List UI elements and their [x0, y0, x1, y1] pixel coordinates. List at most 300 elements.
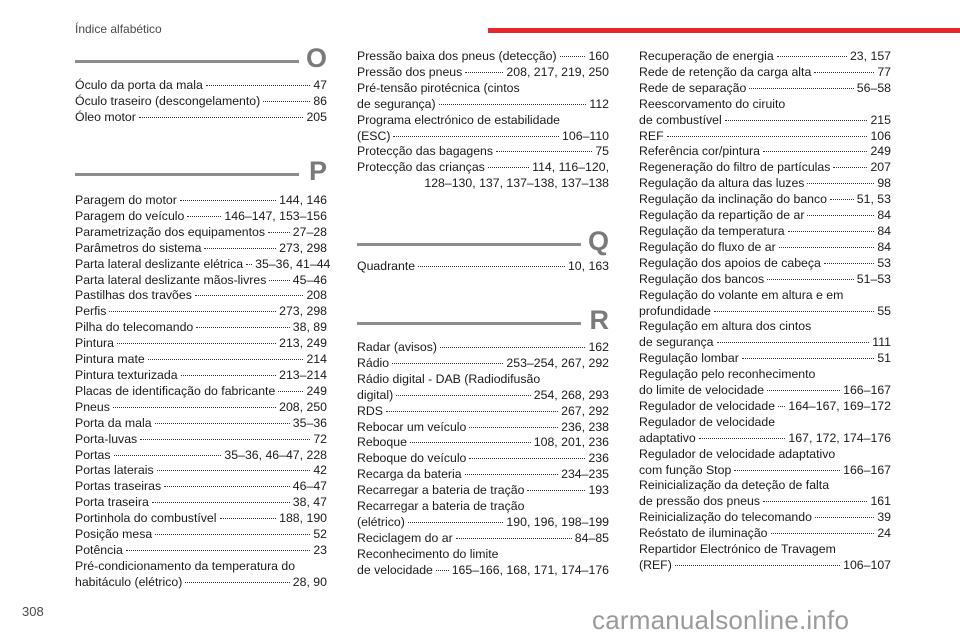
entry-group	[639, 49, 891, 97]
entry-pages: 84	[877, 239, 891, 254]
entry-text: Rádio	[357, 355, 390, 370]
dot-leader	[699, 438, 786, 439]
dot-leader	[771, 533, 875, 534]
dot-leader	[164, 486, 290, 487]
entry-group	[357, 340, 609, 372]
entry-text: de velocidade	[357, 562, 433, 577]
index-entry	[639, 526, 891, 542]
entry-pages: 188, 190	[279, 511, 327, 526]
index-entry-first-line: Pré-tensão pirotécnica (cintos	[357, 80, 520, 95]
index-entry	[639, 81, 891, 97]
dot-leader	[268, 232, 290, 233]
index-entry	[75, 304, 327, 320]
dot-leader	[187, 216, 221, 217]
entry-group	[639, 415, 891, 447]
entry-text: Óleo motor	[75, 109, 136, 124]
dot-leader	[180, 200, 276, 201]
index-entry	[639, 192, 891, 208]
index-entry	[639, 224, 891, 240]
index-entry	[357, 531, 609, 547]
entry-text: Parametrização dos equipamentos	[75, 224, 266, 239]
dot-leader	[206, 85, 310, 86]
entry-pages: 84	[877, 223, 891, 238]
entry-pages: 208, 217, 219, 250	[506, 64, 609, 79]
dot-leader	[386, 411, 558, 412]
index-entry	[75, 273, 327, 289]
dot-leader	[126, 550, 310, 551]
dot-leader	[439, 104, 587, 105]
index-entry	[357, 451, 609, 467]
entry-text: Regulação dos bancos	[639, 271, 765, 286]
section-p-continued-entries	[357, 49, 609, 192]
entry-pages: 51	[877, 351, 891, 366]
index-entry	[639, 129, 891, 145]
section-letter: Q	[587, 226, 609, 256]
dot-leader	[717, 342, 870, 343]
index-entry	[639, 240, 891, 256]
entry-text: Regulação da temperatura	[639, 223, 785, 238]
index-entry	[75, 94, 327, 110]
entry-pages: 205	[306, 109, 327, 124]
dot-leader	[496, 151, 592, 152]
entry-pages: 84–85	[574, 530, 609, 545]
index-entry	[639, 351, 891, 367]
index-entry	[357, 435, 609, 451]
index-entry	[357, 515, 609, 531]
dot-leader	[675, 565, 840, 566]
index-entry	[75, 432, 327, 448]
index-entry	[639, 208, 891, 224]
entry-group	[639, 129, 891, 288]
entry-text: Óculo traseiro (descongelamento)	[75, 93, 261, 108]
entry-text: Radar (avisos)	[357, 340, 437, 354]
dot-leader	[456, 538, 572, 539]
section-p-entries	[75, 193, 331, 591]
entry-text: Posição mesa	[75, 527, 153, 542]
dot-leader	[436, 570, 449, 571]
index-entry	[75, 225, 327, 241]
entry-text: Porta da mala	[75, 415, 152, 430]
dot-leader	[742, 358, 875, 359]
index-entry	[75, 256, 331, 273]
entry-text: Pneus	[75, 399, 110, 414]
entry-text: Pressão baixa dos pneus (detecção)	[357, 49, 557, 63]
dot-leader	[113, 407, 276, 408]
entry-pages: 249	[306, 383, 327, 398]
entry-pages: 86	[313, 93, 327, 108]
entry-pages: 39	[877, 510, 891, 525]
dot-leader	[410, 442, 531, 443]
index-entry	[75, 368, 327, 384]
entry-group	[639, 367, 891, 399]
index-entry-continuation: 128–130, 137, 137–138, 137–138	[424, 176, 609, 191]
section-header-r	[357, 307, 609, 337]
entry-pages: 166–167	[843, 462, 891, 477]
entry-pages: 46–47	[292, 479, 327, 494]
index-entry	[639, 431, 891, 447]
entry-pages: 35–36, 41–44	[255, 256, 331, 271]
entry-text: do limite de velocidade	[639, 383, 765, 398]
entry-group	[639, 288, 891, 320]
dot-leader	[778, 406, 785, 407]
entry-text: Placas de identificação do fabricante	[75, 383, 276, 398]
dot-leader	[767, 390, 840, 391]
entry-text: adaptativo	[639, 430, 696, 445]
dot-leader	[196, 327, 290, 328]
index-entry-first-line: Reescorvamento do ciruito	[639, 96, 786, 111]
index-entry	[75, 336, 327, 352]
index-entry-first-line: Regulador de velocidade	[639, 414, 776, 429]
entry-pages: 193	[588, 483, 609, 498]
entry-pages: 208, 250	[279, 399, 327, 414]
entry-pages: 84	[877, 208, 891, 223]
index-entry	[639, 160, 891, 176]
entry-pages: 45–46	[292, 272, 327, 287]
entry-text: Regulação dos apoios de cabeça	[639, 255, 821, 270]
entry-pages: 27–28	[292, 224, 327, 239]
entry-pages: 249	[870, 144, 891, 159]
dot-leader	[140, 439, 310, 440]
entry-text: REF	[639, 128, 664, 143]
entry-pages: 208	[306, 288, 327, 303]
dot-leader	[763, 151, 867, 152]
dot-leader	[220, 518, 277, 519]
dot-leader	[807, 183, 874, 184]
entry-text: Parta lateral deslizante elétrica	[75, 256, 244, 271]
dot-leader	[418, 266, 565, 267]
dot-leader	[725, 120, 868, 121]
entry-text: de combustível	[639, 112, 722, 127]
entry-pages: 144, 146	[279, 193, 327, 207]
index-entry	[639, 176, 891, 192]
entry-text: digital)	[357, 387, 394, 402]
entry-text: de segurança)	[357, 96, 436, 111]
index-entry	[639, 144, 891, 160]
section-rule	[357, 322, 581, 325]
entry-pages: 52	[313, 527, 327, 542]
index-entry	[75, 495, 327, 511]
section-rule	[357, 243, 581, 246]
dot-leader	[148, 359, 304, 360]
entry-pages: 236	[588, 451, 609, 466]
entry-text: (ESC)	[357, 128, 391, 143]
index-entry-first-line: Regulação pelo reconhecimento	[639, 367, 816, 382]
dot-leader	[465, 474, 559, 475]
index-entry-first-line: Recarregar a bateria de tração	[357, 499, 525, 514]
entry-text: Regulador de velocidade	[639, 398, 776, 413]
dot-leader	[749, 88, 853, 89]
entry-pages: 56–58	[856, 80, 891, 95]
entry-text: Portas traseiras	[75, 479, 162, 494]
entry-pages: 55	[877, 303, 891, 318]
entry-pages: 166–167	[843, 383, 891, 398]
entry-pages: 161	[870, 494, 891, 509]
dot-leader	[393, 136, 559, 137]
entry-pages: 165–166, 168, 171, 174–176	[451, 562, 609, 577]
section-o-entries	[75, 78, 327, 126]
entry-pages: 98	[877, 176, 891, 191]
section-r-entries	[357, 340, 609, 579]
running-header-title: Índice alfabético	[75, 22, 162, 36]
entry-group	[357, 113, 609, 145]
entry-text: Regulação da altura das luzes	[639, 176, 805, 191]
entry-text: Quadrante	[357, 259, 416, 273]
index-entry-first-line: Regulador de velocidade adaptativo	[639, 446, 836, 461]
entry-pages: 164–167, 169–172	[788, 398, 891, 413]
entry-pages: 111	[872, 335, 891, 350]
entry-text: (elétrico)	[357, 514, 405, 529]
dot-leader	[824, 263, 874, 264]
entry-group	[357, 372, 609, 404]
entry-text: Pintura	[75, 336, 114, 351]
dot-leader	[269, 280, 289, 281]
dot-leader	[117, 343, 276, 344]
index-entry	[639, 463, 891, 479]
dot-leader	[195, 295, 304, 296]
dot-leader	[204, 248, 276, 249]
entry-group	[357, 499, 609, 531]
index-entry-first-line: Reinicialização da deteção de falta	[639, 478, 830, 493]
watermark: carmanualsonline.info	[592, 605, 850, 635]
entry-pages: 35–36, 46–47, 228	[224, 447, 327, 462]
index-entry	[75, 416, 327, 432]
entry-pages: 10, 163	[567, 259, 609, 273]
entry-text: Parâmetros do sistema	[75, 240, 202, 255]
entry-pages: 207	[870, 160, 891, 175]
entry-pages: 23, 157	[849, 49, 891, 63]
index-entry	[75, 479, 327, 495]
entry-text: Óculo da porta da mala	[75, 78, 203, 92]
entry-pages: 28, 90	[292, 574, 327, 589]
dot-leader	[833, 167, 867, 168]
index-entry	[639, 383, 891, 399]
dot-leader	[278, 391, 303, 392]
entry-text: Regulação lombar	[639, 351, 739, 366]
index-entry	[75, 110, 327, 126]
entry-text: Rebocar um veículo	[357, 419, 467, 434]
entry-text: Portinhola do combustível	[75, 511, 217, 526]
dot-leader	[560, 56, 586, 57]
entry-group	[639, 351, 891, 367]
entry-pages: 254, 268, 293	[533, 387, 609, 402]
dot-leader	[807, 215, 874, 216]
index-entry	[75, 463, 327, 479]
dot-leader	[157, 470, 311, 471]
entry-pages: 190, 196, 198–199	[506, 514, 609, 529]
dot-leader	[779, 247, 875, 248]
entry-pages: 106–110	[562, 128, 609, 143]
dot-leader	[830, 199, 854, 200]
entry-text: Reboque do veículo	[357, 451, 467, 466]
dot-leader	[114, 455, 222, 456]
entry-text: Reóstato de iluminação	[639, 526, 768, 541]
entry-text: Regulação da repartição de ar	[639, 208, 805, 223]
entry-text: Rede de separação	[639, 80, 747, 95]
entry-text: Pastilhas dos travões	[75, 288, 192, 303]
dot-leader	[185, 582, 289, 583]
section-letter: P	[308, 156, 327, 186]
index-entry	[75, 352, 327, 368]
entry-text: Referência cor/pintura	[639, 144, 760, 159]
dot-leader	[767, 279, 854, 280]
dot-leader	[408, 522, 504, 523]
dot-leader	[815, 517, 874, 518]
entry-text: Pintura mate	[75, 352, 145, 367]
page-number: 308	[22, 604, 44, 619]
index-entry	[639, 272, 891, 288]
entry-pages: 106–107	[843, 558, 891, 572]
entry-text: Potência	[75, 542, 123, 557]
section-letter: R	[589, 305, 609, 335]
entry-pages: 146–147, 153–156	[224, 208, 327, 223]
dot-leader	[469, 458, 585, 459]
dot-leader	[734, 470, 840, 471]
index-entry	[75, 511, 327, 527]
entry-text: (REF)	[639, 558, 672, 572]
entry-pages: 213, 249	[279, 336, 327, 351]
entry-group	[639, 97, 891, 129]
dot-leader	[440, 347, 586, 348]
index-entry	[75, 78, 327, 94]
index-entry	[639, 65, 891, 81]
entry-text: de pressão dos pneus	[639, 494, 761, 509]
index-entry	[639, 256, 891, 272]
entry-pages: 108, 201, 236	[533, 435, 609, 450]
dot-leader	[814, 72, 874, 73]
entry-group	[357, 404, 609, 499]
section-rule	[75, 60, 299, 63]
entry-text: Recuperação de energia	[639, 49, 774, 63]
index-entry	[75, 384, 327, 400]
dot-leader	[667, 136, 868, 137]
dot-leader	[246, 264, 252, 265]
entry-group	[639, 319, 891, 351]
entry-text: Porta-luvas	[75, 431, 138, 446]
entry-text: Regulação da inclinação do banco	[639, 192, 828, 207]
index-entry	[357, 420, 609, 436]
section-q-entries	[357, 259, 609, 275]
index-entry-first-line: Pré-condicionamento da temperatura do	[75, 558, 296, 573]
entry-pages: 236, 238	[561, 419, 609, 434]
entry-pages: 53	[877, 255, 891, 270]
index-entry	[639, 399, 891, 415]
entry-pages: 35–36	[292, 415, 327, 430]
dot-leader	[152, 502, 290, 503]
index-entry	[357, 404, 609, 420]
entry-text: Reinicialização do telecomando	[639, 510, 812, 525]
entry-text: Reboque	[357, 435, 407, 450]
entry-text: Porta traseira	[75, 495, 149, 510]
index-entry	[639, 510, 891, 526]
entry-text: Reciclagem do ar	[357, 530, 453, 545]
index-entry	[357, 356, 609, 372]
dot-leader	[788, 231, 875, 232]
entry-pages: 51–53	[856, 271, 891, 286]
entry-group	[639, 542, 891, 574]
entry-pages: 75	[595, 144, 609, 159]
entry-text: profundidade	[639, 303, 711, 318]
index-entry	[357, 563, 609, 579]
entry-pages: 214	[306, 352, 327, 367]
entry-text: Pintura texturizada	[75, 367, 178, 382]
index-entry	[639, 558, 891, 574]
dot-leader	[763, 501, 867, 502]
index-entry-first-line: Reconhecimento do limite	[357, 546, 499, 561]
index-entry	[75, 288, 327, 304]
dot-leader	[488, 167, 529, 168]
entry-pages: 38, 47	[292, 495, 327, 510]
entry-text: Parta lateral deslizante mãos-livres	[75, 272, 267, 287]
dot-leader	[527, 490, 585, 491]
entry-group	[357, 49, 609, 81]
entry-pages: 267, 292	[561, 403, 609, 418]
index-entry	[75, 400, 327, 416]
entry-group	[639, 447, 891, 479]
dot-leader	[263, 101, 310, 102]
entry-group	[357, 144, 609, 176]
entry-group	[357, 531, 609, 547]
index-entry	[75, 448, 327, 464]
entry-text: Recarregar a bateria de tração	[357, 483, 525, 498]
entry-text: Regeneração do filtro de partículas	[639, 160, 831, 175]
dot-leader	[109, 311, 276, 312]
entry-text: Protecção das crianças	[357, 160, 485, 175]
entry-pages: 51, 53	[856, 192, 891, 207]
index-entry	[357, 144, 609, 160]
dot-leader	[139, 117, 304, 118]
entry-text: Perfis	[75, 304, 107, 319]
index-entry	[357, 129, 609, 145]
entry-text: Pilha do telecomando	[75, 320, 194, 335]
entry-group	[75, 559, 327, 591]
entry-text: Rede de retenção da carga alta	[639, 64, 812, 79]
entry-pages: 162	[588, 340, 609, 354]
entry-text: Portas	[75, 447, 111, 462]
index-entry	[75, 241, 327, 257]
entry-text: Recarga da bateria	[357, 467, 462, 482]
dot-leader	[181, 375, 277, 376]
entry-group	[639, 399, 891, 415]
entry-pages: 112	[589, 96, 609, 111]
entry-text: Paragem do veículo	[75, 208, 185, 223]
index-entry	[75, 193, 327, 209]
section-header-o	[75, 45, 327, 75]
entry-pages: 215	[870, 112, 891, 127]
index-entry	[357, 259, 609, 275]
dot-leader	[155, 423, 290, 424]
entry-pages: 213–214	[279, 367, 327, 382]
section-header-q	[357, 228, 609, 258]
entry-text: com função Stop	[639, 462, 732, 477]
section-letter: O	[305, 43, 327, 73]
entry-pages: 42	[313, 463, 327, 478]
entry-group	[639, 510, 891, 542]
index-entry-first-line: Regulação do volante em altura e em	[639, 287, 844, 302]
entry-pages: 38, 89	[292, 320, 327, 335]
index-entry	[639, 335, 891, 351]
dot-leader	[777, 56, 847, 57]
entry-pages: 24	[877, 526, 891, 541]
section-rule	[75, 173, 299, 176]
index-entry-first-line: Regulação em altura dos cintos	[639, 319, 812, 334]
entry-text: RDS	[357, 403, 383, 418]
index-entry	[357, 160, 609, 176]
dot-leader	[155, 534, 310, 535]
header-accent-bar	[488, 28, 960, 33]
index-entry	[75, 320, 327, 336]
entry-pages: 72	[313, 431, 327, 446]
entry-pages: 160	[588, 49, 609, 63]
